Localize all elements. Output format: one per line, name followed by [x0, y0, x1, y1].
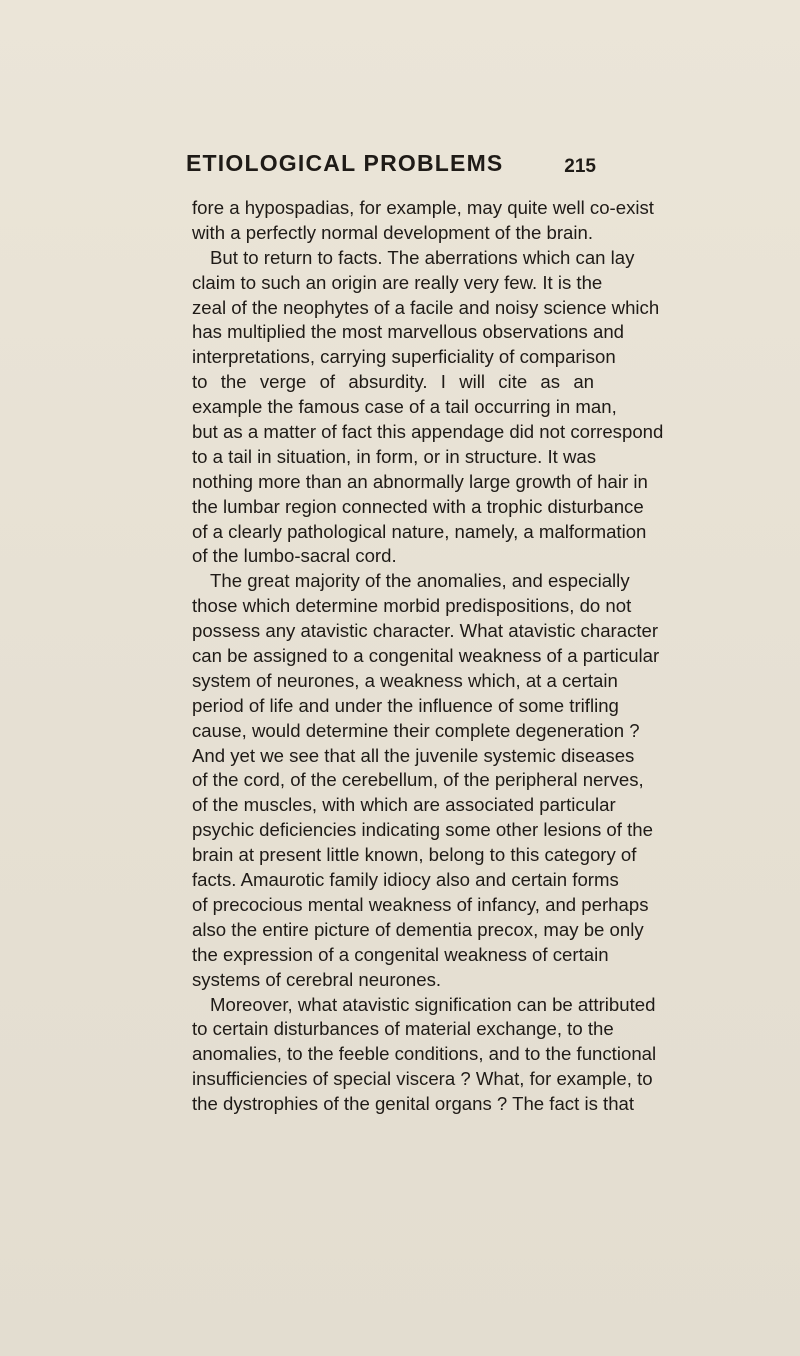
- text-line: of a clearly pathological nature, namely, a malformation: [192, 520, 647, 542]
- text-line: interpretations, carrying superficiality of comparison: [192, 346, 616, 368]
- body-text: [192, 196, 664, 1117]
- text-line: system of neurones, a weakness which, at a certain: [192, 669, 618, 691]
- text-line: fore a hypospadias, for example, may quite well co-exist: [192, 197, 654, 218]
- text-line: also the entire picture of dementia precox, may be only: [192, 918, 644, 940]
- text-line: with a perfectly normal development of the brain.: [192, 221, 594, 243]
- text-line: those which determine morbid predispositions, do not: [192, 595, 632, 617]
- text-line: to certain disturbances of material exchange, to the: [192, 1018, 614, 1040]
- text-line: nothing more than an abnormally large growth of hair in: [192, 470, 648, 492]
- text-line: psychic deficiencies indicating some other lesions of the: [192, 819, 653, 841]
- text-line: to a tail in situation, in form, or in structure. It was: [192, 445, 597, 467]
- text-line: systems of cerebral neurones.: [192, 968, 442, 990]
- text-line: the expression of a congenital weakness of certain: [192, 943, 609, 965]
- text-line: facts. Amaurotic family idiocy also and certain forms: [192, 869, 619, 891]
- text-line: of the cord, of the cerebellum, of the peripheral nerves,: [192, 769, 644, 791]
- text-line: the lumbar region connected with a trophic disturbance: [192, 495, 644, 517]
- text-line: example the famous case of a tail occurring in man,: [192, 396, 617, 418]
- text-line: of the lumbo-sacral cord.: [192, 545, 397, 567]
- text-line: to the verge of absurdity. I will cite as an: [192, 371, 594, 393]
- text-line: of the muscles, with which are associated particular: [192, 794, 616, 816]
- text-line: insufficiencies of special viscera ? What, for example, to: [192, 1068, 653, 1090]
- page-number: 215: [564, 156, 596, 177]
- text-line: but as a matter of fact this appendage did not correspond: [192, 421, 664, 443]
- running-head: ETIOLOGICAL PROBLEMS: [186, 150, 504, 176]
- text-line: claim to such an origin are really very few. It is the: [192, 271, 603, 293]
- text-line: Moreover, what atavistic signification can be attributed: [210, 993, 656, 1015]
- page-header: [186, 149, 596, 185]
- text-line: can be assigned to a congenital weakness of a particular: [192, 645, 660, 667]
- text-line: cause, would determine their complete degeneration ?: [192, 719, 640, 741]
- text-line: zeal of the neophytes of a facile and noisy science which: [192, 296, 660, 318]
- text-line: brain at present little known, belong to this category of: [192, 844, 637, 866]
- text-line: anomalies, to the feeble conditions, and to the functional: [192, 1043, 657, 1065]
- text-line: possess any atavistic character. What atavistic character: [192, 620, 659, 642]
- text-line: The great majority of the anomalies, and especially: [210, 570, 630, 592]
- text-line: the dystrophies of the genital organs ? The fact is that: [192, 1093, 635, 1115]
- text-line: has multiplied the most marvellous observations and: [192, 321, 625, 343]
- text-line: period of life and under the influence of some trifling: [192, 694, 619, 716]
- text-line: But to return to facts. The aberrations which can lay: [210, 246, 635, 268]
- text-line: And yet we see that all the juvenile systemic diseases: [192, 744, 635, 766]
- text-line: of precocious mental weakness of infancy, and perhaps: [192, 893, 649, 915]
